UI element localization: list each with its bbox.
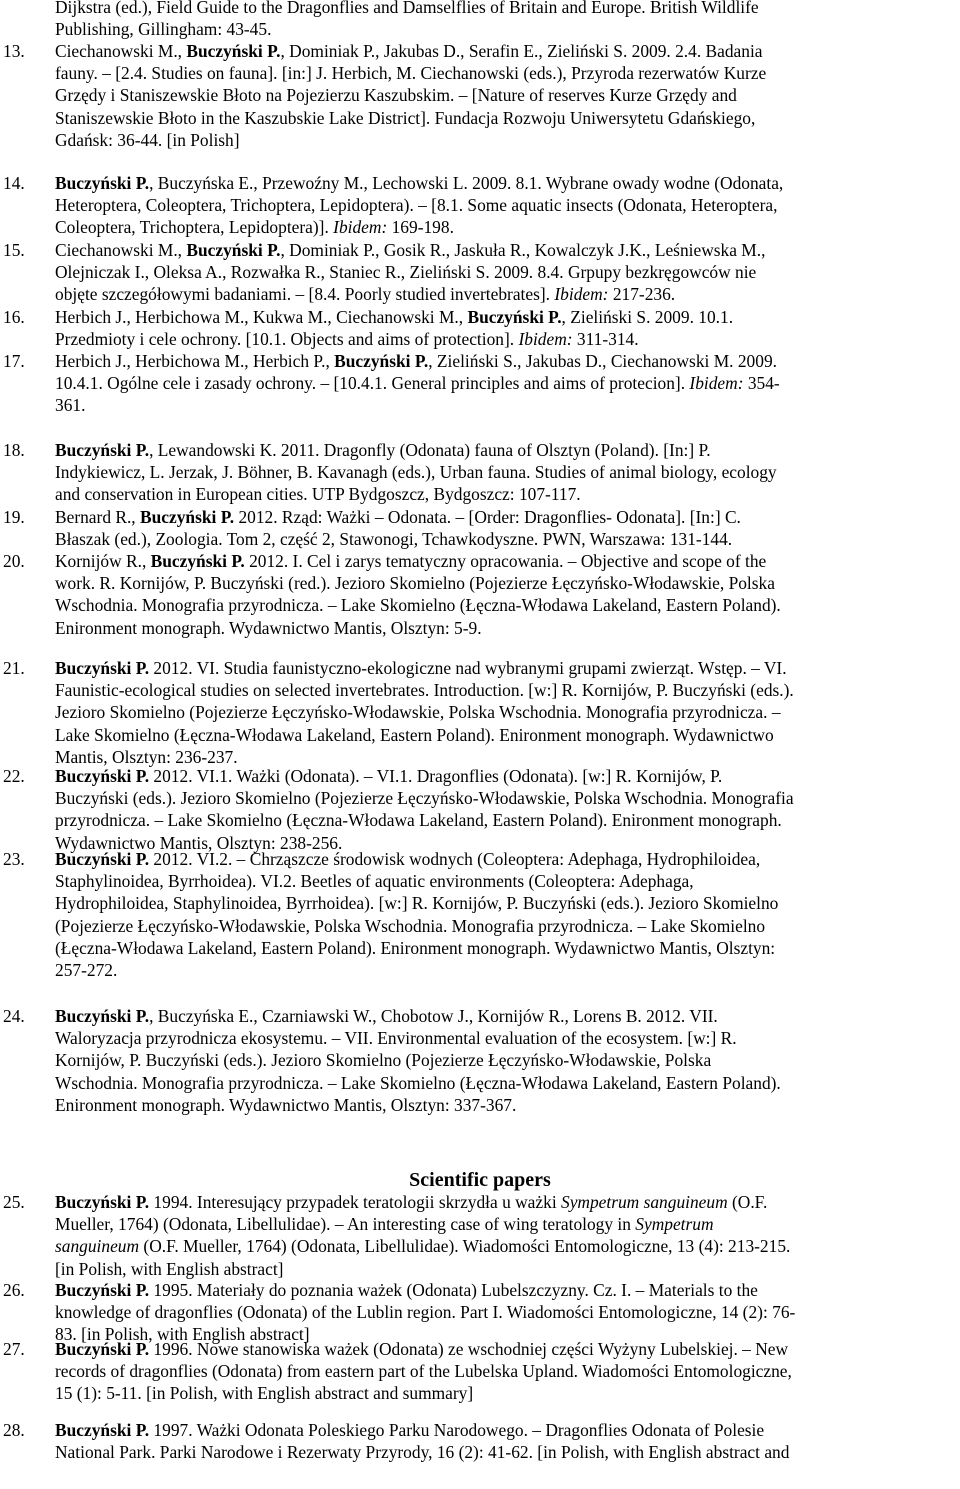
reference-text (55, 657, 945, 768)
reference-number: 24. (3, 1006, 25, 1026)
reference-line: Buczyński P. 1997. Ważki Odonata Poleskiego Parku Narodowego. – Dragonflies Odonata of Polesie (55, 1420, 765, 1440)
reference-number: 16. (3, 307, 25, 327)
reference-number: 13. (3, 41, 25, 61)
reference-line: sanguineum (O.F. Mueller, 1764) (Odonata, Libellulidae). Wiadomości Entomologiczne, 13 (4): 213-215. (55, 1236, 791, 1257)
reference-text (55, 506, 945, 550)
reference-number: 19. (3, 507, 25, 527)
reference-entry (0, 439, 960, 506)
author-highlight: Buczyński P. (55, 173, 150, 193)
reference-line: (Łęczna-Włodawa Lakeland, Eastern Poland). Enironment monograph. Wydawnictwo Mantis, Olsztyn: (55, 937, 776, 958)
reference-line: Buczyński P. 1996. Nowe stanowiska ważek (Odonata) ze wschodniej części Wyżyny Lubelskiej. – New (55, 1339, 789, 1359)
reference-line: fauny. – [2.4. Studies on fauna]. [in:] J. Herbich, M. Ciechanowski (eds.), Przyroda rezerwatów Kurze (55, 63, 767, 84)
reference-line: przyrodnicza. – Lake Skomielno (Łęczna-Włodawa Lakeland, Eastern Poland). Enironment monograph. (55, 810, 782, 831)
section-heading: Scientific papers (409, 1169, 551, 1191)
reference-entry (0, 550, 960, 639)
reference-line: Buczyński P. 2012. VI.1. Ważki (Odonata). – VI.1. Dragonflies (Odonata). [w:] R. Kornijów, P. (55, 766, 723, 786)
reference-text (55, 1279, 945, 1346)
reference-text (55, 1419, 945, 1463)
reference-number: 17. (3, 351, 25, 371)
reference-line: Wschodnia. Monografia przyrodnicza. – Lake Skomielno (Łęczna-Włodawa Lakeland, Eastern Poland). (55, 595, 781, 616)
reference-entry (0, 239, 960, 306)
reference-line: Buczyński P., Lewandowski K. 2011. Dragonfly (Odonata) fauna of Olsztyn (Poland). [In:] P. (55, 440, 711, 460)
reference-line: knowledge of dragonflies (Odonata) of the Lublin region. Part I. Wiadomości Entomologiczne, 14 (2): 76- (55, 1302, 796, 1323)
reference-line: Wydawnictwo Mantis, Olsztyn: 238-256. (55, 832, 343, 853)
reference-text (55, 1005, 945, 1116)
italic-text: Sympetrum sanguineum (561, 1192, 728, 1212)
reference-line: Kornijów R., Buczyński P. 2012. I. Cel i zarys tematyczny opracowania. – Objective and scope of the (55, 551, 767, 571)
reference-entry (0, 657, 960, 768)
reference-text (55, 765, 945, 854)
reference-line: 257-272. (55, 959, 118, 980)
reference-text (55, 306, 945, 350)
reference-line: Faunistic-ecological studies on selected invertebrates. Introduction. [w:] R. Kornijów, P. Buczyński (eds.). (55, 680, 794, 701)
reference-line: 15 (1): 5-11. [in Polish, with English abstract and summary] (55, 1383, 474, 1404)
italic-text: Ibidem: (333, 217, 388, 238)
reference-text (55, 40, 945, 151)
reference-line: Błaszak (ed.), Zoologia. Tom 2, część 2, Stawonogi, Tchawkodyszne. PWN, Warszawa: 131-144. (55, 529, 733, 550)
author-highlight: Buczyński P. (186, 41, 281, 61)
reference-number: 18. (3, 440, 25, 460)
reference-number: 14. (3, 173, 25, 193)
reference-line: Staphylinoidea, Byrrhoidea). VI.2. Beetles of aquatic environments (Coleoptera: Adephaga, (55, 871, 694, 892)
reference-entry (0, 1191, 960, 1280)
author-highlight: Buczyński P. (55, 658, 150, 678)
reference-line: Wschodnia. Monografia przyrodnicza. – Lake Skomielno (Łęczna-Włodawa Lakeland, Eastern Poland). (55, 1072, 781, 1093)
reference-line: Przedmioty i cele ochrony. [10.1. Objects and aims of protection]. Ibidem: 311-314. (55, 329, 639, 350)
reference-entry (0, 1279, 960, 1346)
reference-line: Mueller, 1764) (Odonata, Libellulidae). – An interesting case of wing teratology in Sympetrum (55, 1214, 714, 1235)
reference-line: Grzędy i Staniszewskie Błoto na Pojezierzu Kaszubskim. – [Nature of reserves Kurze Grzędy and (55, 85, 737, 106)
reference-entry (0, 848, 960, 981)
reference-line: work. R. Kornijów, P. Buczyński (red.). Jezioro Skomielno (Pojezierze Łęczyńsko-Włodawskie, Polska (55, 573, 775, 594)
reference-line: Enironment monograph. Wydawnictwo Mantis, Olsztyn: 5-9. (55, 617, 482, 638)
author-highlight: Buczyński P. (55, 849, 150, 869)
reference-number: 28. (3, 1420, 25, 1440)
reference-text (55, 550, 945, 639)
reference-line: Enironment monograph. Wydawnictwo Mantis, Olsztyn: 337-367. (55, 1094, 517, 1115)
reference-number: 22. (3, 766, 25, 786)
reference-line: Indykiewicz, L. Jerzak, J. Böhner, B. Kavanagh (eds.), Urban fauna. Studies of animal biology, ecology (55, 462, 777, 483)
reference-entry (0, 0, 960, 40)
reference-line: Buczyński P. 2012. VI.2. – Chrząszcze środowisk wodnych (Coleoptera: Adephaga, Hydrophiloidea, (55, 849, 761, 869)
italic-text: Ibidem: (689, 373, 744, 394)
reference-line: Olejniczak I., Oleksa A., Rozwałka R., Staniec R., Zieliński S. 2009. 8.4. Grpupy bezkręgowców nie (55, 262, 757, 283)
reference-entry (0, 506, 960, 550)
reference-line: Staniszewskie Błoto in the Kaszubskie Lake District]. Fundacja Rozwoju Uniwersytetu Gdańskiego, (55, 107, 756, 128)
reference-line: Buczyński P., Buczyńska E., Czarniawski W., Chobotow J., Kornijów R., Lorens B. 2012. VII. (55, 1006, 718, 1026)
reference-number: 26. (3, 1280, 25, 1300)
author-highlight: Buczyński P. (186, 240, 281, 260)
reference-number: 27. (3, 1339, 25, 1359)
reference-entry (0, 350, 960, 417)
italic-text: Ibidem: (554, 284, 609, 305)
reference-line: 10.4.1. Ogólne cele i zasady ochrony. – [10.4.1. General principles and aims of protecion]. Ibidem: 354- (55, 373, 780, 394)
reference-number: 25. (3, 1192, 25, 1212)
italic-text: sanguineum (55, 1236, 140, 1257)
reference-line: Heteroptera, Coleoptera, Trichoptera, Lepidoptera). – [8.1. Some aquatic insects (Odonata, Heteroptera, (55, 195, 778, 216)
reference-line: Buczyński P. 1995. Materiały do poznania ważek (Odonata) Lubelszczyzny. Cz. I. – Materials to the (55, 1280, 758, 1300)
reference-entry (0, 1419, 960, 1463)
reference-line: 83. [in Polish, with English abstract] (55, 1324, 310, 1345)
reference-line: Waloryzacja przyrodnicza ekosystemu. – VII. Environmental evaluation of the ecosystem. [w:] R. (55, 1028, 737, 1049)
reference-line: Jezioro Skomielno (Pojezierze Łęczyńsko-Włodawskie, Polska Wschodnia. Monografia przyrodnicza. – (55, 702, 781, 723)
reference-line: Buczyński P. 2012. VI. Studia faunistyczno-ekologiczne nad wybranymi grupami zwierząt. Wstęp. – VI. (55, 658, 787, 678)
reference-line: Buczyński (eds.). Jezioro Skomielno (Pojezierze Łęczyńsko-Włodawskie, Polska Wschodnia. Monografia (55, 788, 794, 809)
reference-line: Hydrophiloidea, Staphylinoidea, Byrrhoidea). [w:] R. Kornijów, P. Buczyński (eds.). Jezioro Skomielno (55, 893, 779, 914)
reference-line: Publishing, Gillingham: 43-45. (55, 19, 272, 40)
reference-text (55, 239, 945, 306)
author-highlight: Buczyński P. (334, 351, 429, 371)
reference-text (55, 1191, 945, 1280)
author-highlight: Buczyński P. (55, 1006, 150, 1026)
reference-number: 15. (3, 240, 25, 260)
author-highlight: Buczyński P. (55, 1192, 150, 1212)
reference-line: Buczyński P., Buczyńska E., Przewoźny M., Lechowski L. 2009. 8.1. Wybrane owady wodne (Odonata, (55, 173, 784, 193)
author-highlight: Buczyński P. (55, 1280, 150, 1300)
reference-text (55, 1338, 945, 1405)
reference-number: 21. (3, 658, 25, 678)
reference-entry (0, 172, 960, 239)
italic-text: Sympetrum (635, 1214, 714, 1235)
author-highlight: Buczyński P. (140, 507, 235, 527)
reference-line: and conservation in European cities. UTP Bydgoszcz, Bydgoszcz: 107-117. (55, 484, 581, 505)
reference-line: Lake Skomielno (Łęczna-Włodawa Lakeland, Eastern Poland). Enironment monograph. Wydawnictwo (55, 724, 774, 745)
reference-line: Herbich J., Herbichowa M., Kukwa M., Ciechanowski M., Buczyński P., Zieliński S. 2009. 10.1. (55, 307, 734, 327)
author-highlight: Buczyński P. (55, 1420, 150, 1440)
author-highlight: Buczyński P. (467, 307, 562, 327)
reference-line: Bernard R., Buczyński P. 2012. Rząd: Ważki – Odonata. – [Order: Dragonflies- Odonata]. [In:] C. (55, 507, 741, 527)
italic-text: Ibidem: (518, 329, 573, 350)
reference-line: objęte szczegółowymi badaniami. – [8.4. Poorly studied invertebrates]. Ibidem: 217-236. (55, 284, 676, 305)
reference-text (55, 439, 945, 506)
reference-line: Dijkstra (ed.), Field Guide to the Dragonflies and Damselflies of Britain and Europe. British Wildlife (55, 0, 759, 17)
reference-number: 23. (3, 849, 25, 869)
reference-line: Ciechanowski M., Buczyński P., Dominiak P., Gosik R., Jaskuła R., Kowalczyk J.K., Leśniewska M., (55, 240, 766, 260)
reference-line: Ciechanowski M., Buczyński P., Dominiak P., Jakubas D., Serafin E., Zieliński S. 2009. 2.4. Badania (55, 41, 763, 61)
author-highlight: Buczyński P. (150, 551, 245, 571)
reference-line: National Park. Parki Narodowe i Rezerwaty Przyrody, 16 (2): 41-62. [in Polish, with English abstract and (55, 1442, 790, 1463)
reference-text (55, 350, 945, 417)
reference-entry (0, 1338, 960, 1405)
reference-text (55, 848, 945, 981)
reference-entry (0, 306, 960, 350)
reference-line: [in Polish, with English abstract] (55, 1258, 284, 1279)
reference-entry (0, 1005, 960, 1116)
reference-line: Herbich J., Herbichowa M., Herbich P., Buczyński P., Zieliński S., Jakubas D., Ciechanowski M. 2009. (55, 351, 777, 371)
reference-line: Gdańsk: 36-44. [in Polish] (55, 129, 240, 150)
reference-text (55, 0, 945, 40)
reference-line: Buczyński P. 1994. Interesujący przypadek teratologii skrzydła u ważki Sympetrum sanguineum (O.F. (55, 1192, 768, 1212)
author-highlight: Buczyński P. (55, 440, 150, 460)
reference-entry (0, 765, 960, 854)
reference-line: 361. (55, 395, 86, 416)
author-highlight: Buczyński P. (55, 766, 150, 786)
author-highlight: Buczyński P. (55, 1339, 150, 1359)
reference-number: 20. (3, 551, 25, 571)
reference-line: records of dragonflies (Odonata) from eastern part of the Lubelska Upland. Wiadomości Entomologiczne, (55, 1361, 792, 1382)
reference-line: (Pojezierze Łęczyńsko-Włodawskie, Polska Wschodnia. Monografia przyrodnicza. – Lake Skomielno (55, 915, 766, 936)
reference-line: Kornijów, P. Buczyński (eds.). Jezioro Skomielno (Pojezierze Łęczyńsko-Włodawskie, Polska (55, 1050, 712, 1071)
reference-line: Coleoptera, Trichoptera, Lepidoptera)]. Ibidem: 169-198. (55, 217, 454, 238)
reference-line: Mantis, Olsztyn: 236-237. (55, 746, 238, 767)
reference-entry (0, 40, 960, 151)
reference-text (55, 172, 945, 239)
